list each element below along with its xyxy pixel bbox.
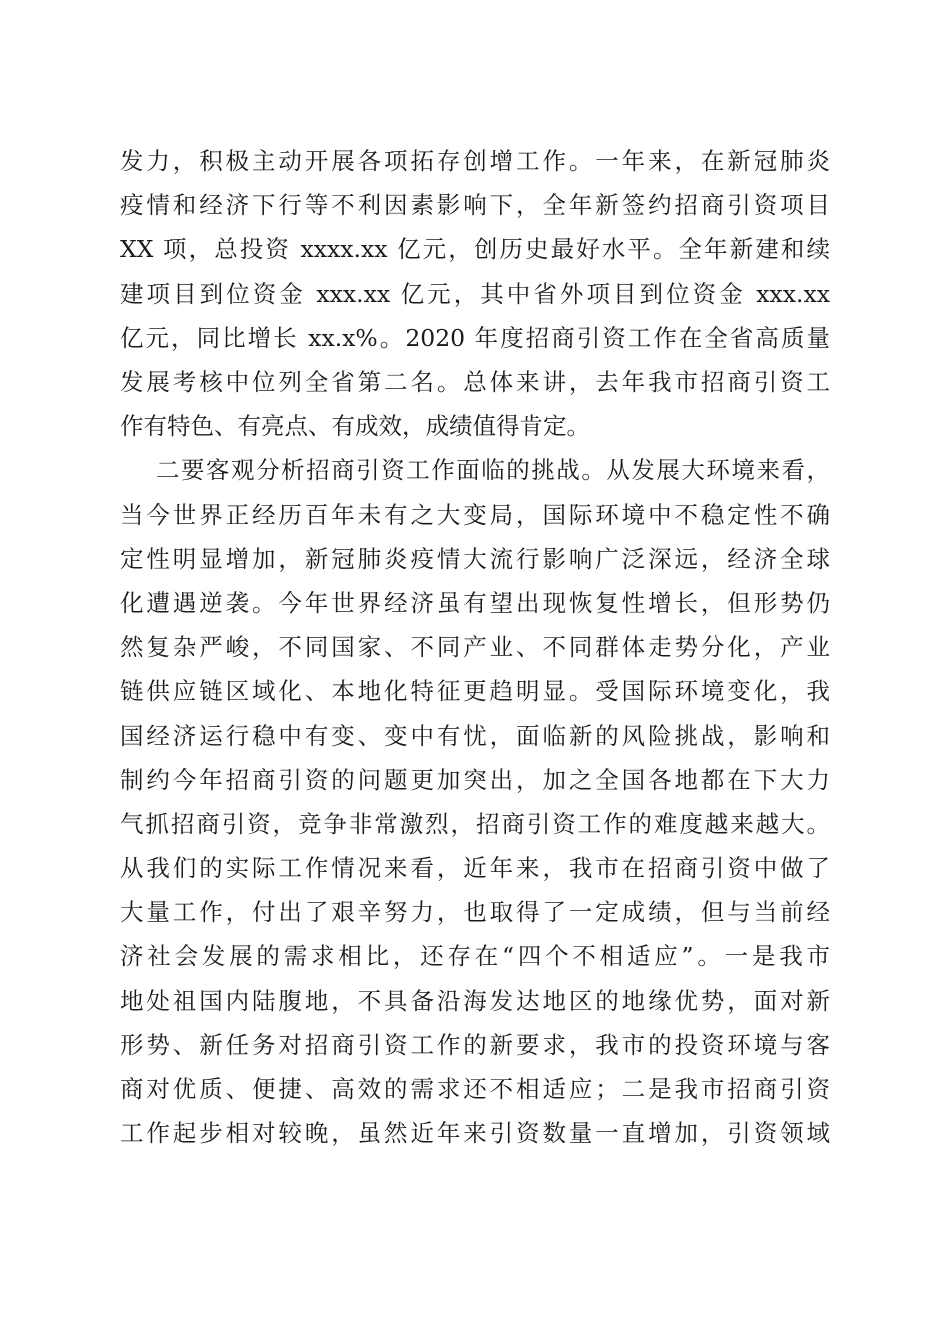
text-line: 建项目到位资金 xxx.xx 亿元，其中省外项目到位资金 xxx.xx (120, 279, 830, 308)
text-line: 气抓招商引资，竞争非常激烈，招商引资工作的难度越来越大。 (120, 809, 830, 838)
text-line: 大量工作，付出了艰辛努力，也取得了一定成绩，但与当前经 (120, 898, 830, 927)
paragraph-1 (120, 139, 830, 448)
text-line: 工作起步相对较晚，虽然近年来引资数量一直增加，引资领域 (120, 1119, 830, 1148)
text-line: 发展考核中位列全省第二名。总体来讲，去年我市招商引资工 (120, 367, 830, 396)
text-line: 疫情和经济下行等不利因素影响下，全年新签约招商引资项目 (120, 191, 830, 220)
text-line: 当今世界正经历百年未有之大变局，国际环境中不稳定性不确 (120, 500, 830, 529)
paragraph-2 (120, 448, 830, 1155)
text-line: 济社会发展的需求相比，还存在“四个不相适应”。一是我市 (120, 942, 830, 971)
text-line: 二要客观分析招商引资工作面临的挑战。从发展大环境来看， (156, 456, 830, 485)
text-line: 国经济运行稳中有变、变中有忧，面临新的风险挑战，影响和 (120, 721, 830, 750)
text-line: 亿元，同比增长 xx.x%。2020 年度招商引资工作在全省高质量 (120, 323, 830, 352)
text-line: 化遭遇逆袭。今年世界经济虽有望出现恢复性增长，但形势仍 (120, 588, 830, 617)
text-line: 然复杂严峻，不同国家、不同产业、不同群体走势分化，产业 (120, 633, 830, 662)
text-line: 定性明显增加，新冠肺炎疫情大流行影响广泛深远，经济全球 (120, 544, 830, 573)
text-line: 链供应链区域化、本地化特征更趋明显。受国际环境变化，我 (120, 677, 830, 706)
text-line: 作有特色、有亮点、有成效，成绩值得肯定。 (120, 412, 590, 441)
text-line: XX 项，总投资 xxxx.xx 亿元，创历史最好水平。全年新建和续 (120, 235, 830, 264)
text-line: 发力，积极主动开展各项拓存创增工作。一年来，在新冠肺炎 (120, 147, 830, 175)
text-line: 从我们的实际工作情况来看，近年来，我市在招商引资中做了 (120, 854, 830, 883)
text-line: 商对优质、便捷、高效的需求还不相适应；二是我市招商引资 (120, 1075, 830, 1104)
text-line: 地处祖国内陆腹地，不具备沿海发达地区的地缘优势，面对新 (120, 986, 830, 1015)
text-line: 制约今年招商引资的问题更加突出，加之全国各地都在下大力 (120, 765, 830, 794)
text-line: 形势、新任务对招商引资工作的新要求，我市的投资环境与客 (120, 1030, 830, 1059)
